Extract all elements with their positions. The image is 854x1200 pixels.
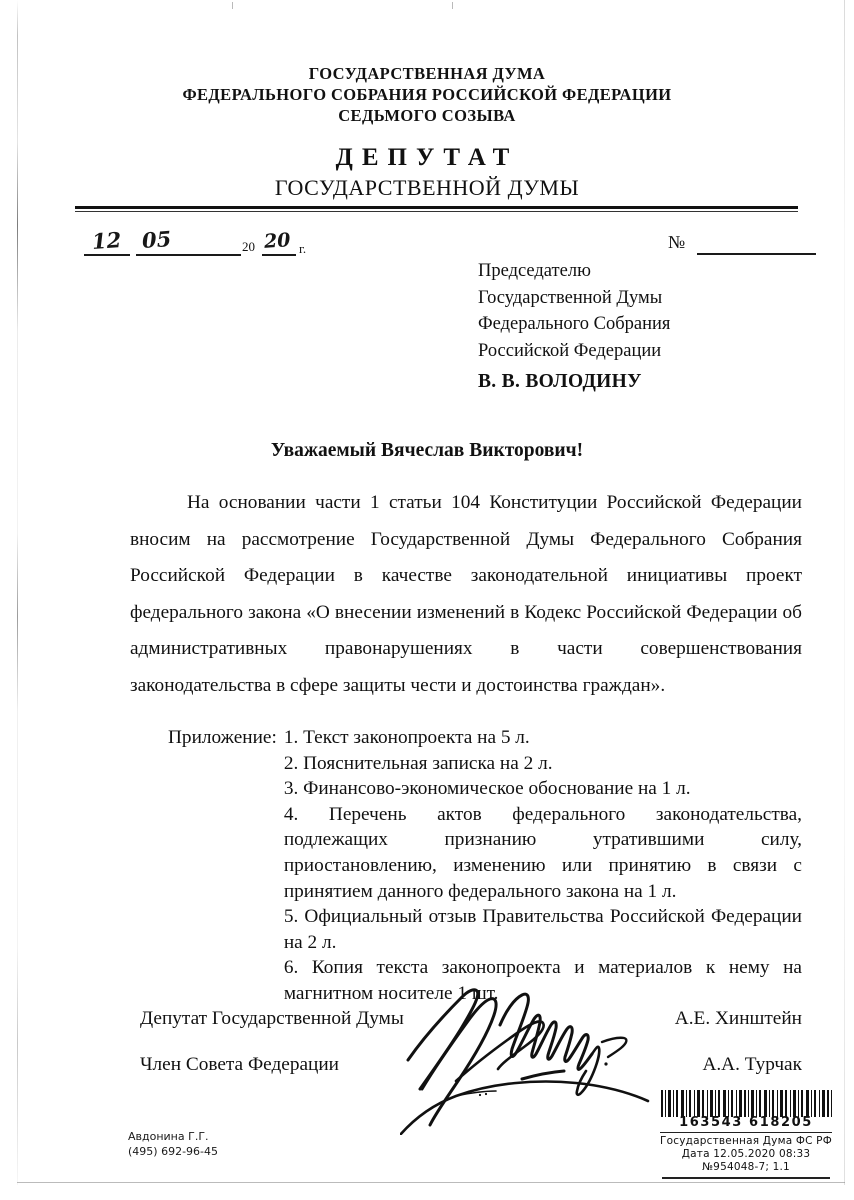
- number-underline: [697, 253, 816, 255]
- letterhead-subtitle: ГОСУДАРСТВЕННОЙ ДУМЫ: [274, 175, 580, 200]
- attachment-item: 6. Копия текста законопроекта и материалов к нему на магнитном носителе 1 шт.: [283, 957, 802, 1004]
- letterhead-line-1: ГОСУДАРСТВЕННАЯ ДУМА: [308, 64, 546, 83]
- signature-role: Депутат Государственной Думы: [140, 1008, 404, 1029]
- date-month-handwritten: 05: [141, 226, 173, 253]
- addressee-line: Председателю: [478, 261, 591, 281]
- date-month-underline: [136, 254, 241, 256]
- letterhead-title: ДЕПУТАТ: [335, 144, 519, 171]
- date-year-prefix: 20: [242, 239, 255, 254]
- header-rule-thin: [75, 211, 798, 212]
- attachment-item: 5. Официальный отзыв Правительства Российской Федерации на 2 л.: [283, 906, 802, 953]
- stamp-divider: [660, 1132, 832, 1133]
- date-year-handwritten: 20: [263, 229, 292, 253]
- salutation: Уважаемый Вячеслав Викторович!: [270, 440, 584, 461]
- addressee-name: В. В. ВОЛОДИНУ: [478, 371, 642, 392]
- attachment-item: 1. Текст законопроекта на 5 л.: [283, 727, 530, 748]
- date-year-suffix: г.: [299, 241, 307, 256]
- signature-role: Член Совета Федерации: [140, 1054, 339, 1075]
- contact-name: Авдонина Г.Г.: [128, 1130, 209, 1143]
- scan-artifact-tick: [452, 2, 453, 9]
- addressee-block: [478, 258, 670, 364]
- stamp-date: Дата 12.05.2020 08:33: [681, 1148, 811, 1160]
- stamp-organization: Государственная Дума ФС РФ: [660, 1135, 832, 1147]
- attachment-item: 2. Пояснительная записка на 2 л.: [283, 752, 553, 774]
- date-year-underline: [262, 254, 296, 256]
- footer-contact: [128, 1130, 218, 1159]
- letterhead: [0, 63, 854, 202]
- addressee-line: Государственной Думы: [478, 287, 663, 308]
- date-day-underline: [84, 254, 130, 256]
- addressee-line: Федерального Собрания: [478, 314, 671, 334]
- signature-name: А.А. Турчак: [702, 1054, 802, 1075]
- attachment-item: 3. Финансово-экономическое обоснование на 1 л.: [283, 778, 691, 800]
- addressee-line: Российской Федерации: [478, 340, 662, 361]
- letterhead-line-2: ФЕДЕРАЛЬНОГО СОБРАНИЯ РОССИЙСКОЙ ФЕДЕРАЦИИ: [182, 85, 672, 104]
- signature-row: [140, 1008, 802, 1054]
- registration-stamp: [655, 1090, 837, 1179]
- signature-name: А.Е. Хинштейн: [674, 1008, 802, 1029]
- scan-artifact-tick: [232, 2, 233, 9]
- signature-block: [140, 1008, 802, 1100]
- number-symbol: №: [668, 232, 686, 252]
- barcode-digits: 163543 618205: [679, 1115, 813, 1130]
- contact-phone: (495) 692-96-45: [128, 1144, 219, 1158]
- stamp-registration-number: №954048-7; 1.1: [702, 1161, 790, 1173]
- attachments-list: [284, 725, 802, 1007]
- stamp-bottom-divider: [662, 1177, 830, 1179]
- scan-artifact-bottom-edge: [17, 1182, 845, 1183]
- attachments-label: Приложение:: [168, 727, 277, 748]
- letterhead-line-3: СЕДЬМОГО СОЗЫВА: [338, 106, 516, 125]
- header-rule-thick: [75, 206, 798, 209]
- attachments-block: [168, 725, 802, 1007]
- date-day-handwritten: 12: [91, 227, 123, 254]
- body-paragraph: На основании части 1 статьи 104 Конституции Российской Федерации вносим на рассмотрение Государственной Думы Федерального Собрания Российской Федерации в качестве законодательной инициативы проект федерального закона «О внесении изменений в Кодекс Российской Федерации об административных правонарушениях в части совершенствования законодательства в сфере защиты чести и достоинства граждан».: [130, 492, 802, 696]
- barcode-icon: [659, 1090, 833, 1117]
- attachment-item: 4. Перечень актов федерального законодательства, подлежащих признанию утратившими силу, приостановлению, изменению или принятию в связи с принятием данного федерального закона на 1 л.: [283, 803, 802, 902]
